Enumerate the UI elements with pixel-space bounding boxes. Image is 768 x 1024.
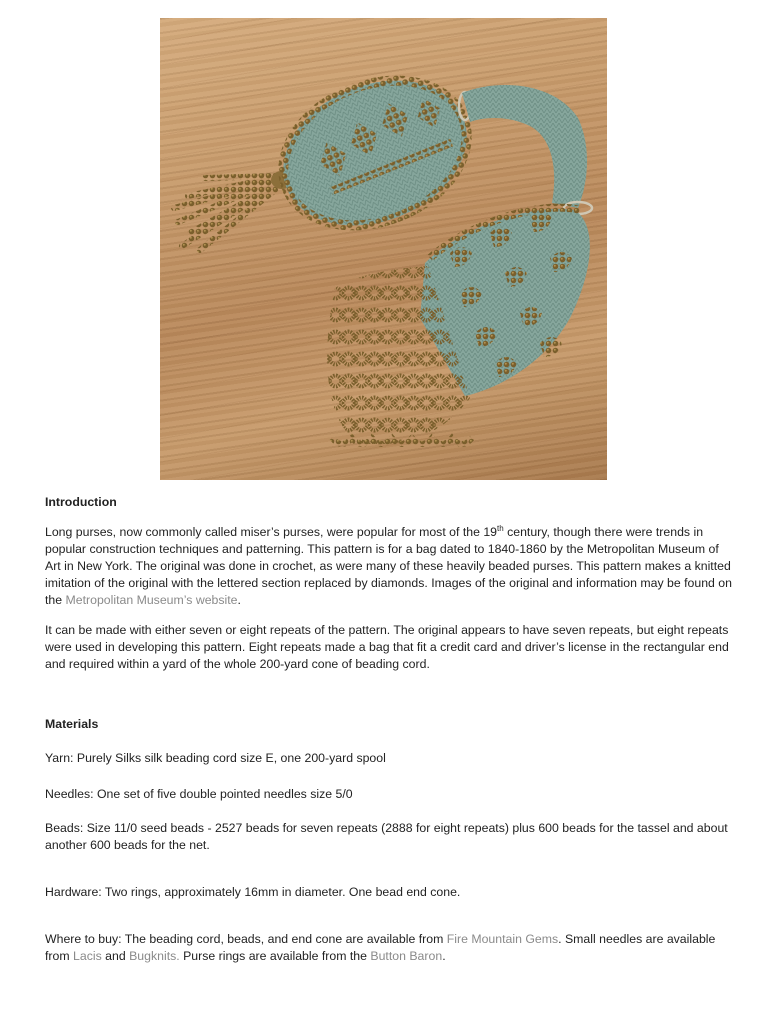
purse-illustration [160,18,607,480]
buy-text-d: Purse rings are available from the [179,949,371,963]
fire-mountain-gems-link[interactable]: Fire Mountain Gems [446,932,559,946]
article-body [45,494,735,965]
buy-text-e: . [442,949,446,963]
upper-beaded-section [261,54,488,251]
buy-text-a: Where to buy: The beading cord, beads, and end cone are available from [45,932,447,946]
intro-text-b: century, though there were trends in popular construction techniques and patterning. This pattern is for a bag dated to 1840-1860 by the Metropolitan Museum of Art in New York. The original was done in crochet, as were many of these heavily beaded purses. This pattern makes a knitted imitation of the original with the lettered section replaced by diamonds. Images of the original and information may be found on the [45,525,732,607]
metropolitan-museum-link[interactable]: Metropolitan Museum’s website [65,593,238,607]
bugknits-link[interactable]: Bugknits. [129,949,180,963]
materials-heading: Materials [45,717,99,731]
intro-text-a: Long purses, now commonly called miser’s purses, were popular for most of the 19 [45,525,498,539]
intro-text-end: . [237,593,241,607]
materials-yarn: Yarn: Purely Silks silk beading cord size E, one 200-yard spool [45,751,386,765]
introduction-heading: Introduction [45,495,117,509]
knitted-tube [462,85,587,208]
button-baron-link[interactable]: Button Baron [370,949,443,963]
purse-photo [160,18,607,480]
materials-beads: Beads: Size 11/0 seed beads - 2527 beads for seven repeats (2888 for eight repeats) plus 600 beads for the tassel and about another 600 beads for the net. [45,821,728,852]
introduction-paragraph-2: It can be made with either seven or eight repeats of the pattern. The original appears to have seven repeats, but eight repeats were used in developing this pattern. Eight repeats made a bag that fit a credit card and driver’s license in the rectangular end and required within a yard of the whole 200-yard cone of beading cord. [45,623,729,671]
buy-text-b: . Small needles are available from [45,932,716,963]
materials-needles: Needles: One set of five double pointed needles size 5/0 [45,787,353,801]
superscript-th: th [497,523,504,533]
materials-where-to-buy [45,931,735,965]
tassel [174,171,293,250]
buy-text-c: and [101,949,130,963]
materials-hardware: Hardware: Two rings, approximately 16mm in diameter. One bead end cone. [45,885,461,899]
lacis-link[interactable]: Lacis [73,949,102,963]
introduction-paragraph-1 [45,524,735,609]
